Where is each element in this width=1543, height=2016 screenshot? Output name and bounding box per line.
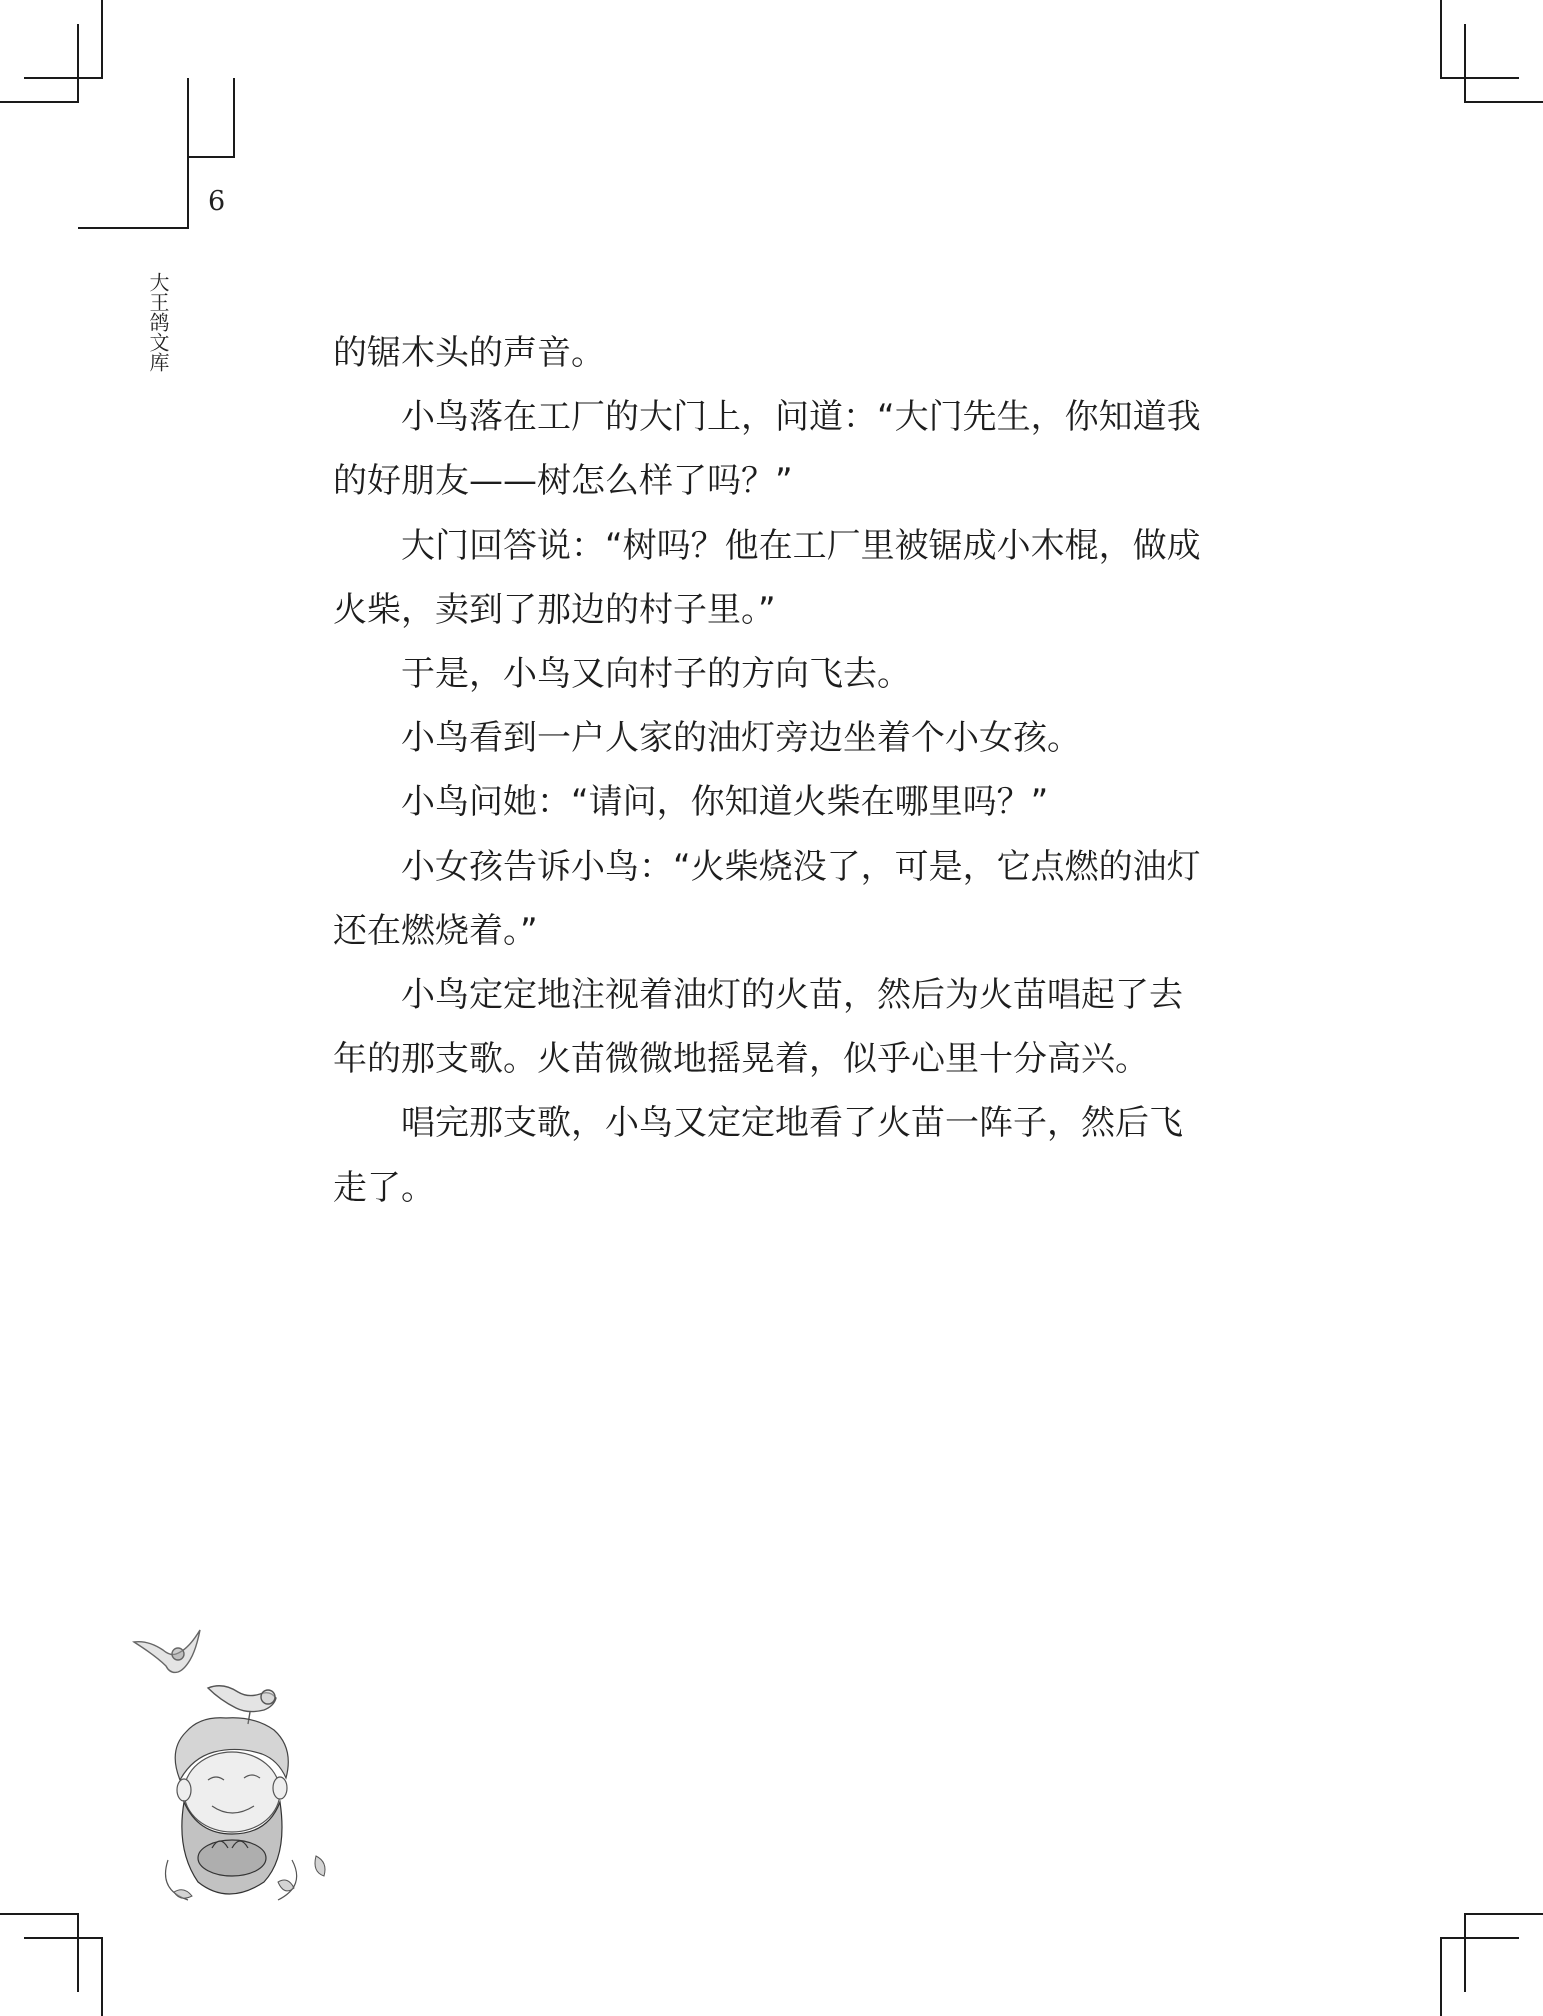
body-text xyxy=(333,321,1201,1220)
page-number: 6 xyxy=(208,186,226,217)
crop-mark xyxy=(1464,101,1543,103)
folio-rule xyxy=(187,78,189,229)
crop-mark xyxy=(1440,77,1519,79)
flying-bird-icon xyxy=(134,1630,200,1672)
text-line: 的锯木头的声音。 xyxy=(333,333,605,373)
text-line: 小鸟问她：“请问，你知道火柴在哪里吗？” xyxy=(333,782,1049,823)
crop-mark xyxy=(24,77,103,79)
bearded-man-illustration xyxy=(128,1620,343,1910)
text-line: 大门回答说：“树吗？他在工厂里被锯成小木棍，做成 xyxy=(333,525,1201,566)
text-line: 小鸟看到一户人家的油灯旁边坐着个小女孩。 xyxy=(333,718,1081,759)
crop-mark xyxy=(1464,1913,1543,1915)
folio-rule xyxy=(187,156,235,158)
crop-mark xyxy=(24,1937,103,1939)
crop-mark xyxy=(1440,0,1442,79)
crop-mark xyxy=(1440,1937,1519,1939)
crop-mark xyxy=(1464,1913,1466,1992)
crop-mark xyxy=(77,24,79,103)
text-line: 小女孩告诉小鸟：“火柴烧没了，可是，它点燃的油灯 xyxy=(333,846,1201,887)
text-line: 的好朋友——树怎么样了吗？” xyxy=(333,461,793,502)
crop-mark xyxy=(0,101,79,103)
folio-rule xyxy=(78,227,189,229)
crop-mark xyxy=(101,1937,103,2016)
crop-mark xyxy=(1464,24,1466,103)
series-title: 大王鸽文库 xyxy=(146,272,170,372)
folio-rule xyxy=(233,78,235,158)
text-line: 小鸟定定地注视着油灯的火苗，然后为火苗唱起了去 xyxy=(333,975,1183,1016)
text-line: 还在燃烧着。” xyxy=(333,910,538,951)
crop-mark xyxy=(0,1913,79,1915)
crop-mark xyxy=(101,0,103,79)
text-line: 小鸟落在工厂的大门上，问道：“大门先生，你知道我 xyxy=(333,397,1201,438)
text-line: 于是，小鸟又向村子的方向飞去。 xyxy=(333,654,911,695)
text-line: 走了。 xyxy=(333,1167,435,1208)
crop-mark xyxy=(77,1913,79,1992)
text-line: 火柴，卖到了那边的村子里。” xyxy=(333,589,776,630)
text-line: 年的那支歌。火苗微微地摇晃着，似乎心里十分高兴。 xyxy=(333,1039,1149,1080)
crop-mark xyxy=(1440,1937,1442,2016)
text-line: 唱完那支歌，小鸟又定定地看了火苗一阵子，然后飞 xyxy=(333,1103,1183,1144)
